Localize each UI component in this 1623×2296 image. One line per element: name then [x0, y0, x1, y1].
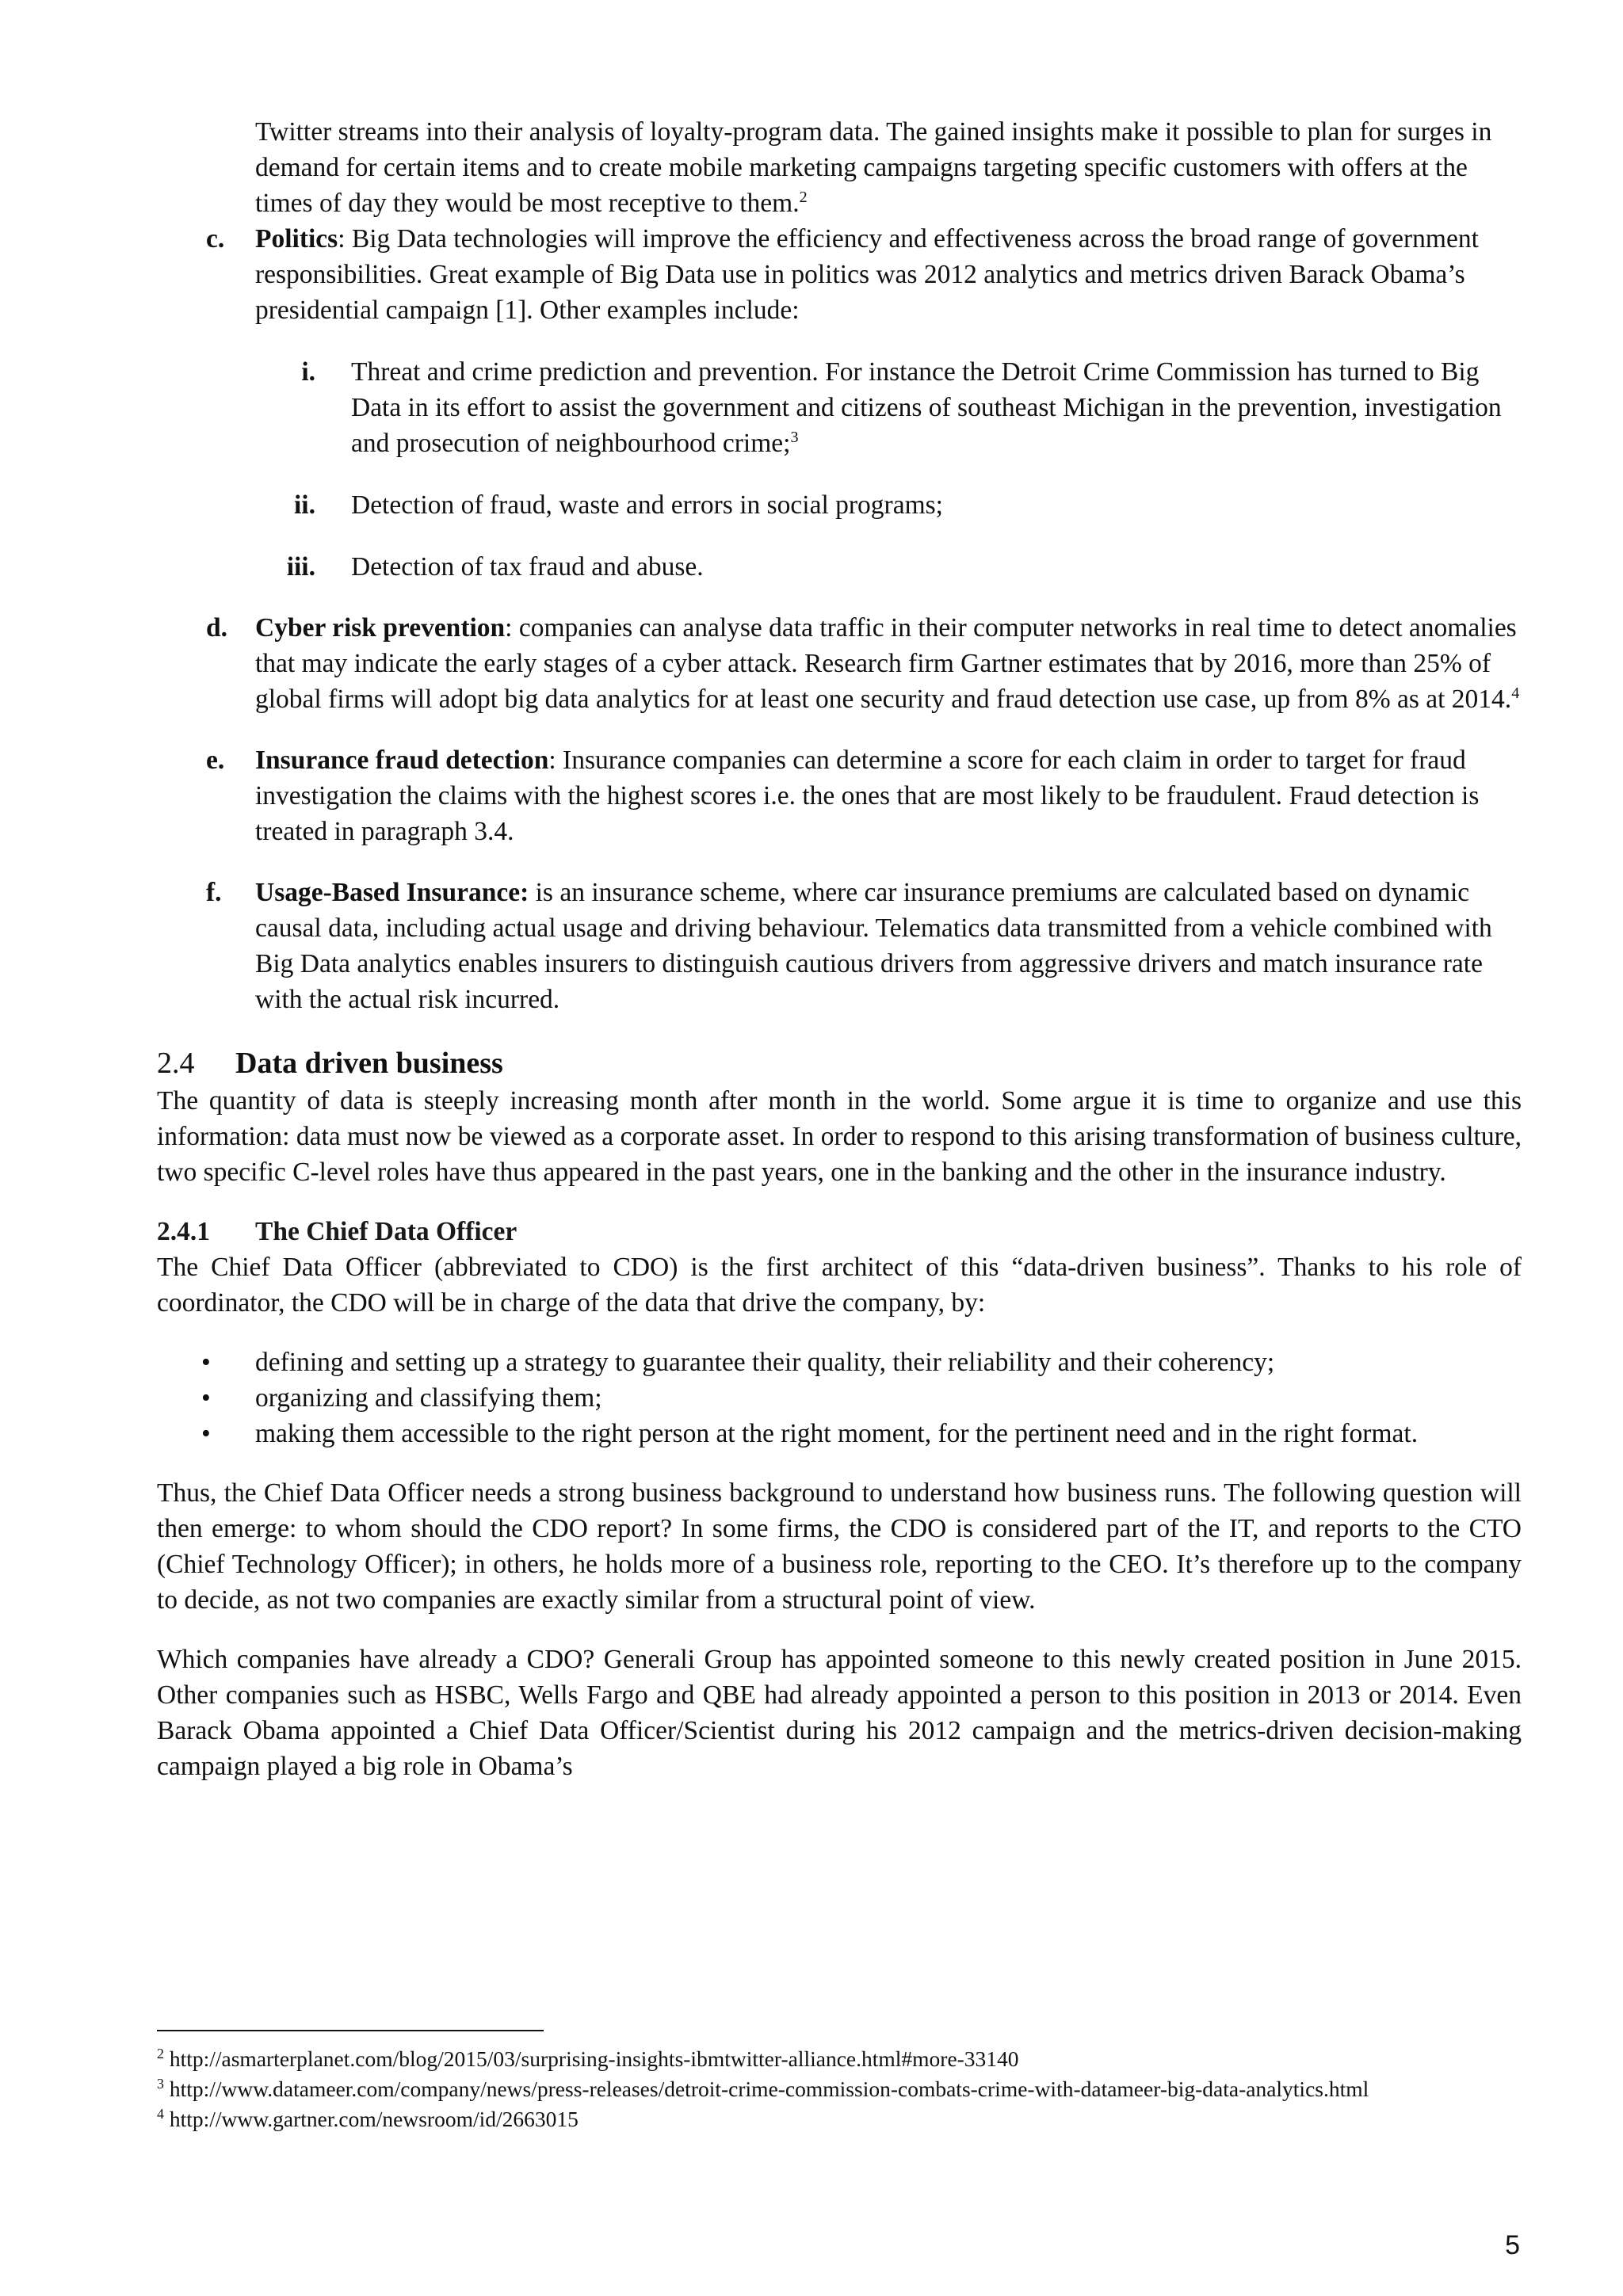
item-text: : Insurance companies can determine a score for each claim in order to target for fraud investigation the claims with the highest scores i.e. the ones that are most likely to be fraudulent. Fraud detection is treated in paragraph 3.4.: [255, 746, 1480, 846]
list-item-cyber-risk: [157, 610, 1522, 717]
list-marker: d.: [206, 613, 228, 643]
item-title: Politics: [255, 224, 338, 254]
list-item-b-continuation: [157, 114, 1522, 221]
footnote-ref-4[interactable]: 4: [1511, 684, 1520, 702]
sub-item-fraud-detection: [157, 487, 1522, 523]
paragraph-cdo-companies: Which companies have already a CDO? Generali Group has appointed someone to this newly created position in June 2015. Other companies such as HSBC, Wells Fargo and QBE had already appointed a person to this position in 2013 or 2014. Even Barack Obama appointed a Chief Data Officer/Scientist during his 2012 campaign and the metrics-driven decision-making campaign played a big role in Obama’s: [157, 1645, 1522, 1781]
bullet-list: [157, 1344, 1522, 1451]
sub-item-text: Threat and crime prediction and prevention. For instance the Detroit Crime Commission has turned to Big Data in its effort to assist the government and citizens of southeast Michigan in the prevention, investigation and prosecution of neighbourhood crime;: [351, 357, 1502, 458]
footnote-link[interactable]: http://www.gartner.com/newsroom/id/2663015: [163, 2107, 579, 2131]
list-marker: e.: [206, 746, 225, 775]
subsection-heading: [157, 1214, 1522, 1249]
page-number: 5: [1505, 2230, 1520, 2260]
footnote-number: 3: [157, 2075, 164, 2092]
roman-marker: iii.: [286, 552, 315, 582]
footnote-link[interactable]: http://asmarterplanet.com/blog/2015/03/surprising-insights-ibmtwitter-alliance.html#more-33140: [163, 2046, 1019, 2071]
item-title: Usage-Based Insurance:: [255, 878, 529, 907]
footnote: [157, 2104, 1522, 2134]
section-title: Data driven business: [235, 1047, 503, 1080]
paragraph-cdo-reporting: Thus, the Chief Data Officer needs a strong business background to understand how business runs. The following question will then emerge: to whom should the CDO report? In some firms, the CDO is considered part of the IT, and reports to the CTO (Chief Technology Officer); in others, he holds more of a business role, reporting to the CEO. It’s therefore up to the company to decide, as not two companies are exactly similar from a structural point of view.: [157, 1478, 1522, 1615]
list-marker: f.: [206, 878, 222, 907]
list-item: [157, 1416, 1522, 1451]
bullet-text: organizing and classifying them;: [255, 1383, 602, 1413]
bullet-text: making them accessible to the right person at the right moment, for the pertinent need and in the right format.: [255, 1419, 1419, 1448]
bullet-icon: •: [201, 1383, 211, 1413]
list-item: [157, 1344, 1522, 1380]
item-title: Insurance fraud detection: [255, 746, 549, 775]
roman-marker: i.: [301, 357, 315, 387]
footnote-ref-3[interactable]: 3: [790, 428, 799, 446]
sub-item-tax-fraud: [157, 549, 1522, 585]
subsection-paragraph: The Chief Data Officer (abbreviated to CDO) is the first architect of this “data-driven business”. Thanks to his role of coordinator, the CDO will be in charge of the data that drive the company, by:: [157, 1253, 1522, 1318]
sub-item-text: Detection of fraud, waste and errors in social programs;: [351, 490, 943, 520]
section-heading: [157, 1043, 1522, 1083]
item-text: is an insurance scheme, where car insurance premiums are calculated based on dynamic causal data, including actual usage and driving behaviour. Telematics data transmitted from a vehicle combined with Big Data analytics enables insurers to distinguish cautious drivers from aggressive drivers and match insurance rate with the actual risk incurred.: [255, 878, 1492, 1014]
bullet-icon: •: [201, 1419, 211, 1448]
footnote-link[interactable]: http://www.datameer.com/company/news/press-releases/detroit-crime-commission-combats-crime-with-datameer-big-data-analytics.html: [163, 2077, 1369, 2101]
footnote-number: 2: [157, 2045, 164, 2061]
bullet-text: defining and setting up a strategy to guarantee their quality, their reliability and their coherency;: [255, 1348, 1275, 1377]
subsection-number: 2.4.1: [157, 1217, 210, 1246]
footnote-ref-2[interactable]: 2: [799, 188, 808, 206]
page-content: [157, 114, 1522, 1784]
item-text: : Big Data technologies will improve the efficiency and effectiveness across the broad range of government responsibilities. Great example of Big Data use in politics was 2012 analytics and metrics driven Barack Obama’s presidential campaign [1]. Other examples include:: [255, 224, 1479, 325]
roman-marker: ii.: [294, 490, 315, 520]
subsection-title: The Chief Data Officer: [255, 1217, 517, 1246]
list-item-insurance-fraud: [157, 742, 1522, 849]
list-marker: c.: [206, 224, 225, 254]
footnote-separator: [157, 2030, 544, 2031]
list-item-politics: [157, 221, 1522, 328]
item-title: Cyber risk prevention: [255, 613, 506, 643]
bullet-icon: •: [201, 1348, 211, 1377]
footnote: [157, 2074, 1522, 2104]
list-item: [157, 1380, 1522, 1416]
sub-item-crime-prediction: [157, 354, 1522, 461]
item-text: : companies can analyse data traffic in their computer networks in real time to detect anomalies that may indicate the early stages of a cyber attack. Research firm Gartner estimates that by 2016, more than 25% of global firms will adopt big data analytics for at least one security and fraud detection use case, up from 8% as at 2014.: [255, 613, 1517, 714]
list-item-usage-based-insurance: [157, 875, 1522, 1017]
intro-text: Twitter streams into their analysis of loyalty-program data. The gained insights make it possible to plan for surges in demand for certain items and to create mobile marketing campaigns targeting specific customers with offers at the times of day they would be most receptive to them.: [255, 117, 1492, 218]
footnote: [157, 2044, 1522, 2074]
footnotes: [157, 2044, 1522, 2134]
section-paragraph: The quantity of data is steeply increasing month after month in the world. Some argue it is time to organize and use this information: data must now be viewed as a corporate asset. In order to respond to this arising transformation of business culture, two specific C-level roles have thus appeared in the past years, one in the banking and the other in the insurance industry.: [157, 1086, 1522, 1187]
sub-item-text: Detection of tax fraud and abuse.: [351, 552, 704, 582]
section-number: 2.4: [157, 1047, 195, 1080]
footnote-number: 4: [157, 2105, 164, 2122]
